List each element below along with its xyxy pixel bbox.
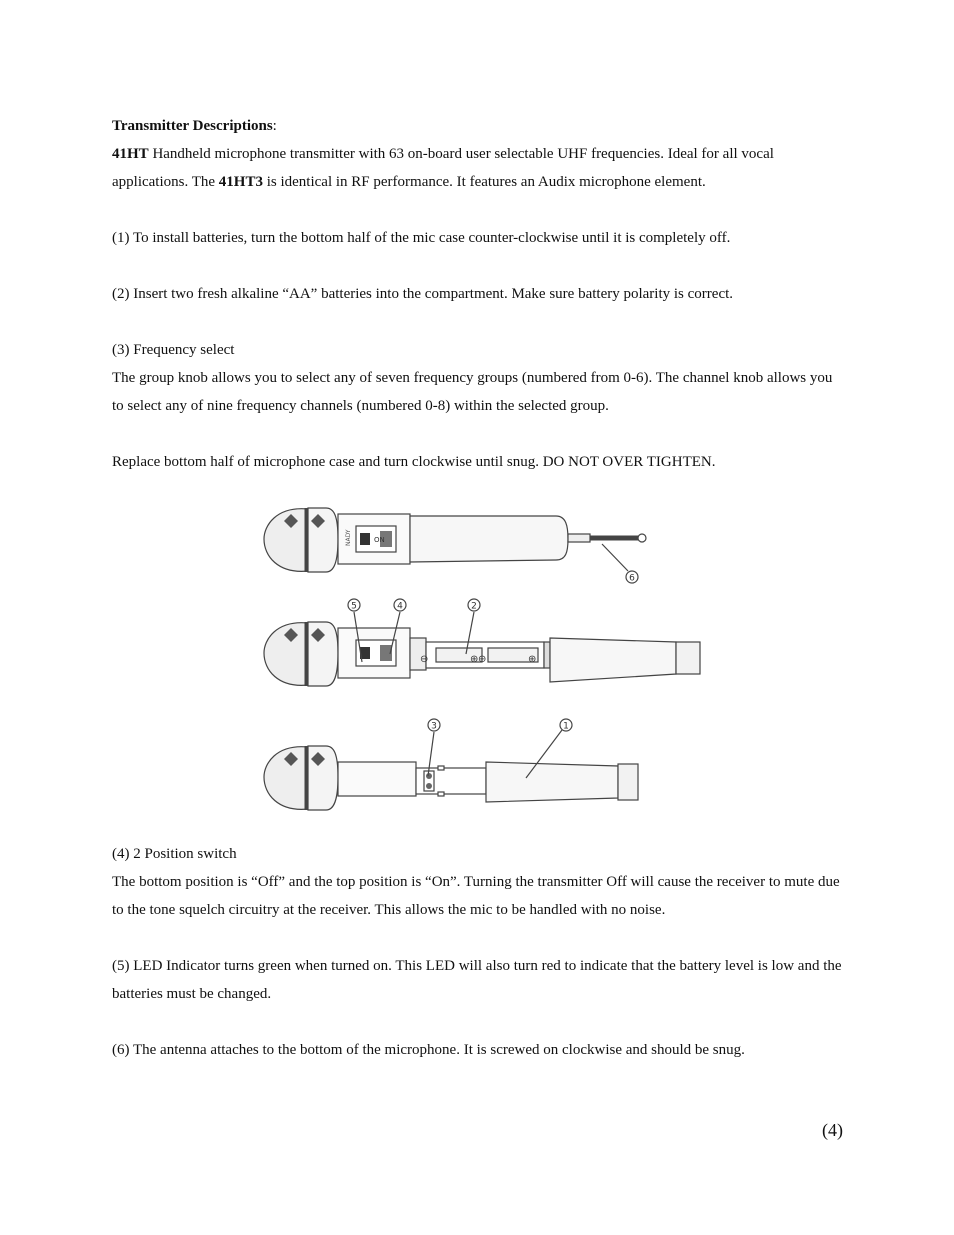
battery-plus-1: ⊕ bbox=[470, 654, 479, 665]
lower-body bbox=[112, 840, 842, 1064]
page-number: (4) bbox=[822, 1120, 843, 1140]
svg-text:5: 5 bbox=[351, 601, 357, 612]
replace-instruction: Replace bottom half of microphone case and turn clockwise until snug. DO NOT OVER TIGHTEN. bbox=[112, 454, 716, 470]
microphone-diagram bbox=[256, 496, 708, 824]
step-6: (6) The antenna attaches to the bottom of the microphone. It is screwed on clockwise and should be snug. bbox=[112, 1042, 745, 1058]
callout-4 bbox=[394, 599, 406, 612]
step-4-title: (4) 2 Position switch bbox=[112, 846, 237, 862]
section-heading: Transmitter Descriptions: bbox=[112, 118, 277, 134]
model-41ht3: 41HT3 bbox=[218, 174, 263, 190]
battery-minus-2: ⊖ bbox=[478, 654, 487, 665]
callout-5 bbox=[348, 599, 360, 612]
mic-assembled bbox=[264, 508, 646, 572]
mic-opened-switches bbox=[264, 746, 638, 810]
svg-text:1: 1 bbox=[563, 721, 569, 732]
svg-text:2: 2 bbox=[471, 601, 477, 612]
brand-label: NADY bbox=[345, 529, 352, 546]
mic-opened-batteries bbox=[264, 622, 700, 686]
intro-paragraph: 41HT Handheld microphone transmitter with 63 on-board user selectable UHF frequencies. Ideal for all vocal applications. The 41HT3 is identical in RF performance. It features an Audix microphone element. bbox=[112, 146, 774, 190]
svg-text:6: 6 bbox=[629, 573, 635, 584]
step-5: (5) LED Indicator turns green when turned on. This LED will also turn red to indicate that the battery level is low and the batteries must be changed. bbox=[112, 958, 842, 1002]
svg-text:4: 4 bbox=[397, 601, 403, 612]
step-1: (1) To install batteries, turn the bottom half of the mic case counter-clockwise until it is completely off. bbox=[112, 230, 731, 246]
step-4-body: The bottom position is “Off” and the top position is “On”. Turning the transmitter Off will cause the receiver to mute due to the tone squelch circuitry at the receiver. This allows the mic to be handled with no noise. bbox=[112, 874, 840, 918]
step-3-body: The group knob allows you to select any of seven frequency groups (numbered from 0-6). The channel knob allows you to select any of nine frequency channels (numbered 0-8) within the selected group. bbox=[112, 370, 833, 414]
battery-minus-1: ⊖ bbox=[420, 654, 429, 665]
switch-label: ON bbox=[374, 536, 385, 544]
callout-6 bbox=[626, 571, 638, 584]
step-3-title: (3) Frequency select bbox=[112, 342, 235, 358]
battery-plus-2: ⊕ bbox=[528, 654, 537, 665]
model-41ht: 41HT bbox=[112, 146, 149, 162]
page-body bbox=[112, 112, 842, 476]
svg-text:3: 3 bbox=[431, 721, 437, 732]
callout-3 bbox=[428, 719, 440, 732]
step-2: (2) Insert two fresh alkaline “AA” batteries into the compartment. Make sure battery polarity is correct. bbox=[112, 286, 734, 302]
callout-1 bbox=[560, 719, 572, 732]
callout-2 bbox=[468, 599, 480, 612]
